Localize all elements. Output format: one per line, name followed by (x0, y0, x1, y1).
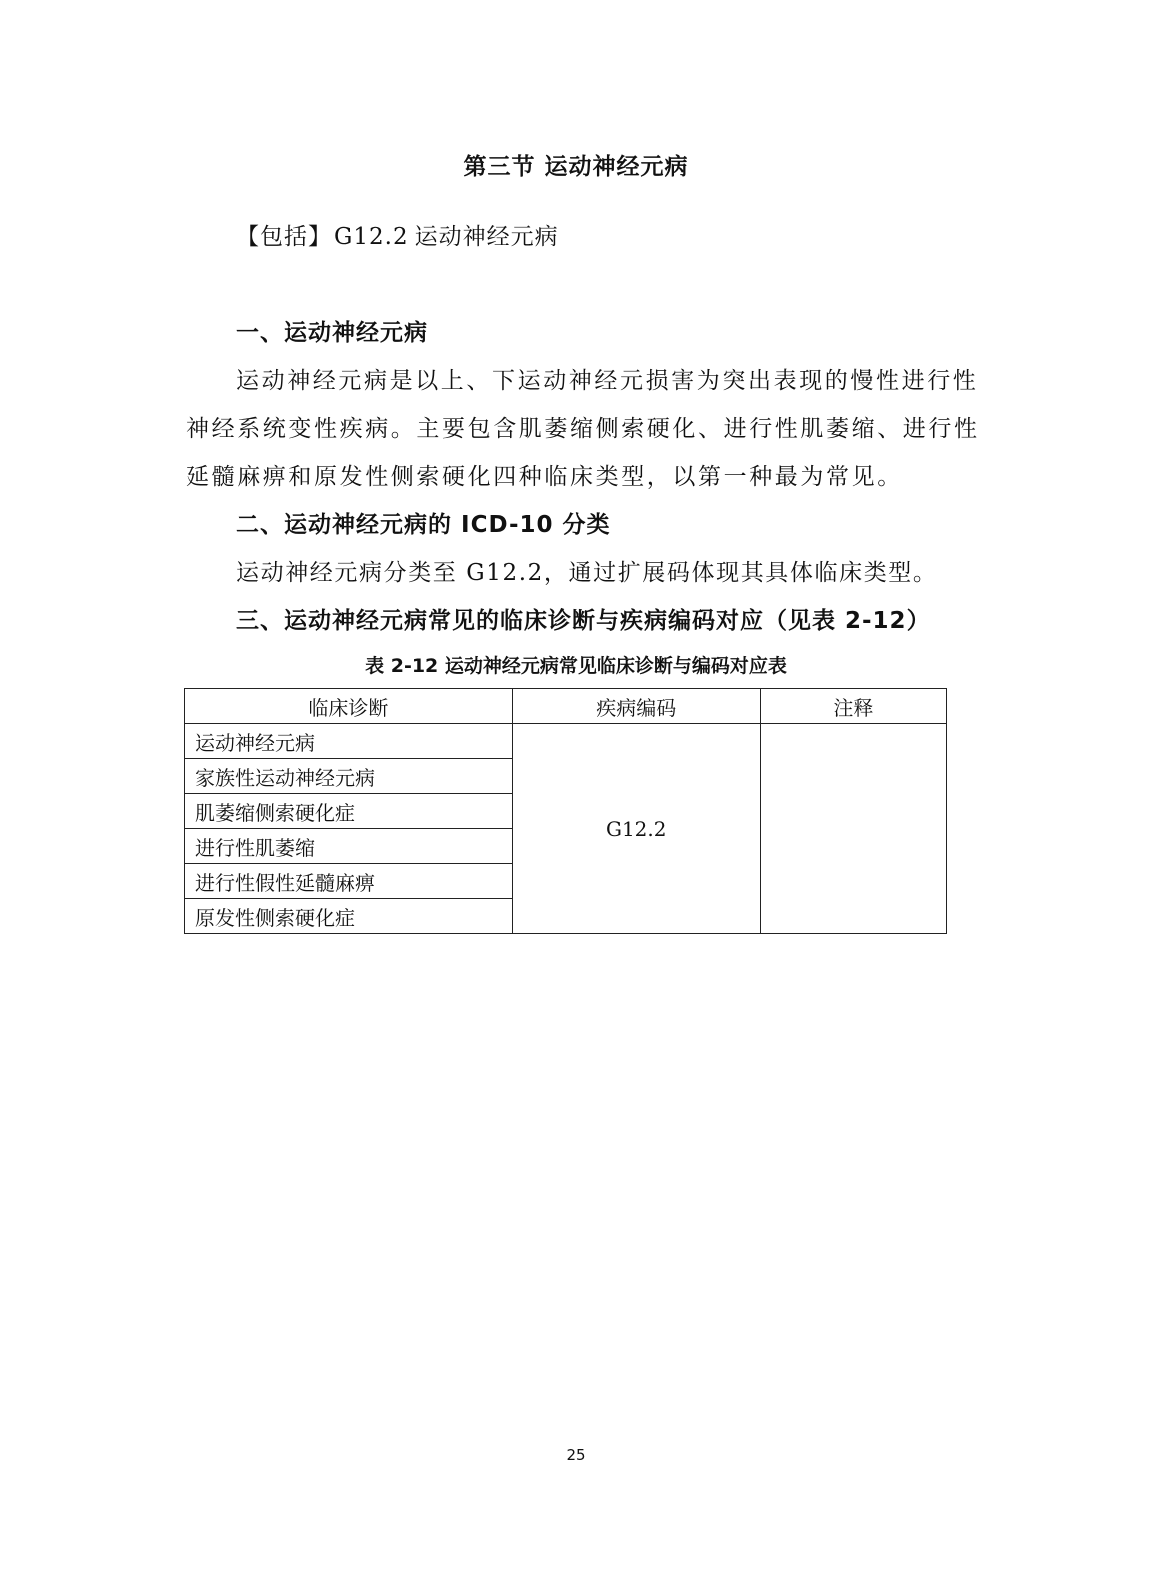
paragraph-1-line-1: 运动神经元病是以上、下运动神经元损害为突出表现的慢性进行性 (236, 368, 979, 394)
table-row (185, 724, 947, 759)
note-cell (760, 724, 946, 934)
heading-1: 一、运动神经元病 (236, 320, 428, 346)
code-cell: G12.2 (512, 724, 760, 934)
paragraph-1-line-3: 延髓麻痹和原发性侧索硬化四种临床类型，以第一种最为常见。 (186, 464, 903, 490)
header-code: 疾病编码 (512, 689, 760, 724)
diagnosis-code-table (184, 688, 947, 934)
table-caption: 表 2-12 运动神经元病常见临床诊断与编码对应表 (365, 655, 787, 677)
diagnosis-cell: 家族性运动神经元病 (185, 759, 513, 794)
includes-label: 【包括】 (236, 224, 332, 250)
paragraph-2: 运动神经元病分类至 G12.2，通过扩展码体现其具体临床类型。 (236, 560, 938, 586)
diagnosis-cell: 进行性肌萎缩 (185, 829, 513, 864)
paragraph-1-line-2: 神经系统变性疾病。主要包含肌萎缩侧索硬化、进行性肌萎缩、进行性 (186, 416, 980, 442)
diagnosis-cell: 原发性侧索硬化症 (185, 899, 513, 934)
table-header-row (185, 689, 947, 724)
includes-line (236, 218, 559, 251)
includes-code: G12.2 (334, 224, 409, 250)
page-number: 25 (566, 1446, 586, 1464)
diagnosis-cell: 肌萎缩侧索硬化症 (185, 794, 513, 829)
heading-2: 二、运动神经元病的 ICD-10 分类 (236, 512, 611, 538)
diagnosis-cell: 运动神经元病 (185, 724, 513, 759)
section-title: 第三节 运动神经元病 (463, 154, 689, 180)
heading-3: 三、运动神经元病常见的临床诊断与疾病编码对应（见表 2-12） (236, 608, 931, 634)
diagnosis-cell: 进行性假性延髓麻痹 (185, 864, 513, 899)
header-diagnosis: 临床诊断 (185, 689, 513, 724)
header-note: 注释 (760, 689, 946, 724)
includes-name: 运动神经元病 (414, 224, 559, 250)
